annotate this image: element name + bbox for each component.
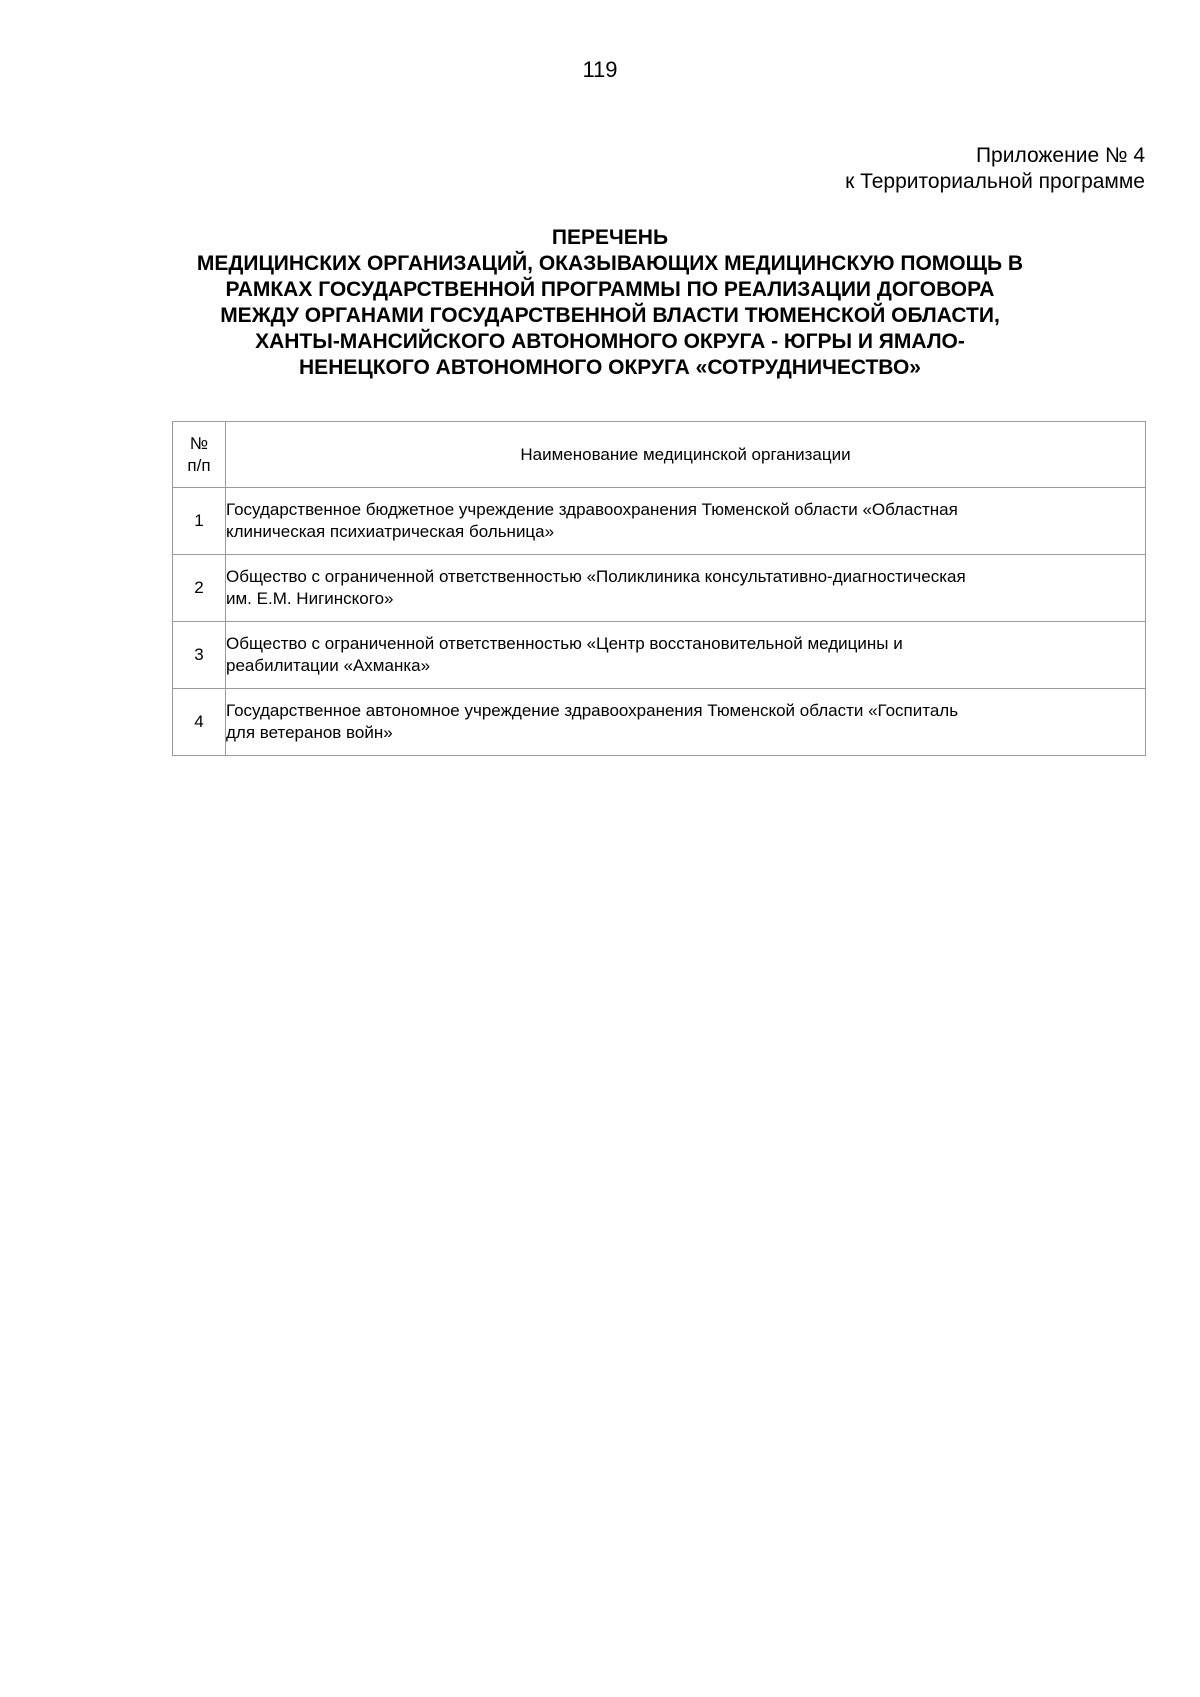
appendix-program: к Территориальной программе [845,170,1145,193]
title-line: МЕЖДУ ОРГАНАМИ ГОСУДАРСТВЕННОЙ ВЛАСТИ ТЮМЕНСКОЙ ОБЛАСТИ, [220,304,1000,327]
title-line: МЕДИЦИНСКИХ ОРГАНИЗАЦИЙ, ОКАЗЫВАЮЩИХ МЕДИЦИНСКУЮ ПОМОЩЬ В [196,252,1024,275]
appendix-reference [845,143,1145,195]
table-row [173,622,1146,689]
organization-name-line: для ветеранов войн» [226,723,393,742]
organization-name [226,488,1146,555]
title-line: НЕНЕЦКОГО АВТОНОМНОГО ОКРУГА «СОТРУДНИЧЕСТВО» [299,356,921,379]
organization-name [226,555,1146,622]
organization-name-line: Общество с ограниченной ответственностью «Центр восстановительной медицины и [226,634,903,653]
organization-name-line: клиническая психиатрическая больница» [226,522,555,541]
document-title [150,225,1070,381]
title-heading: ПЕРЕЧЕНЬ [551,226,669,249]
organization-name-line: Общество с ограниченной ответственностью «Поликлиника консультативно-диагностическая [226,567,966,586]
row-number: 2 [173,555,226,622]
header-number-column [173,422,226,488]
header-name-column: Наименование медицинской организации [226,422,1146,488]
header-number-symbol: № [189,433,209,453]
organization-name [226,689,1146,756]
table-row [173,555,1146,622]
organization-name [226,622,1146,689]
appendix-number: Приложение № 4 [975,144,1145,167]
table-row [173,488,1146,555]
organization-name-line: им. Е.М. Нигинского» [226,589,394,608]
page-number: 119 [582,57,618,82]
title-line: ХАНТЫ-МАНСИЙСКОГО АВТОНОМНОГО ОКРУГА - ЮГРЫ И ЯМАЛО- [255,330,965,353]
row-number: 4 [173,689,226,756]
table-header-row [173,422,1146,488]
row-number: 1 [173,488,226,555]
header-number-label: п/п [187,455,211,475]
table-row [173,689,1146,756]
title-line: РАМКАХ ГОСУДАРСТВЕННОЙ ПРОГРАММЫ ПО РЕАЛИЗАЦИИ ДОГОВОРА [225,278,995,301]
organization-name-line: Государственное автономное учреждение здравоохранения Тюменской области «Госпиталь [226,701,959,720]
row-number: 3 [173,622,226,689]
organization-name-line: Государственное бюджетное учреждение здравоохранения Тюменской области «Областная [226,500,958,519]
organizations-table [172,421,1146,756]
organization-name-line: реабилитации «Ахманка» [226,656,431,675]
